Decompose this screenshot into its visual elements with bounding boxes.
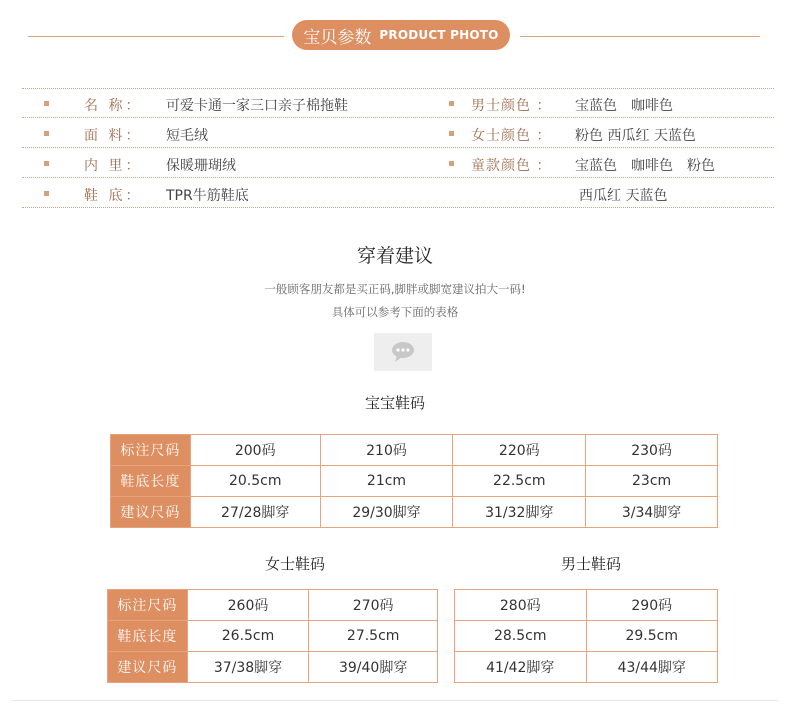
table-cell: 31/32脚穿 — [453, 497, 586, 528]
bullet-icon — [44, 191, 49, 196]
param-value-sole: TPR牛筋鞋底 — [166, 188, 249, 204]
table-cell: 210码 — [320, 435, 453, 466]
table-cell: 21cm — [320, 466, 453, 497]
table-cell: 200码 — [190, 435, 320, 466]
bullet-icon — [449, 161, 454, 166]
men-size-table — [454, 589, 718, 683]
table-cell: 280码 — [455, 590, 587, 621]
table-cell: 3/34脚穿 — [586, 497, 718, 528]
bottom-divider — [12, 700, 778, 701]
table-cell: 220码 — [453, 435, 586, 466]
advice-line-2: 具体可以参考下面的表格 — [331, 305, 459, 319]
table-row — [111, 466, 718, 497]
row-divider — [22, 88, 774, 89]
table-cell: 27.5cm — [309, 621, 438, 652]
table-row — [111, 497, 718, 528]
table-cell: 260码 — [187, 590, 309, 621]
table-cell: 29/30脚穿 — [320, 497, 453, 528]
table-row — [455, 590, 718, 621]
row-header: 鞋底长度 — [108, 621, 188, 652]
param-value-name: 可爱卡通一家三口亲子棉拖鞋 — [166, 98, 348, 114]
table-row — [455, 621, 718, 652]
baby-size-table — [110, 434, 718, 528]
param-value-fabric: 短毛绒 — [166, 128, 208, 144]
table-cell: 39/40脚穿 — [309, 652, 438, 683]
advice-line-1: 一般顾客朋友都是买正码,脚胖或脚宽建议拍大一码! — [264, 282, 526, 296]
bullet-icon — [44, 161, 49, 166]
header-line-left — [28, 36, 284, 37]
table-cell: 26.5cm — [187, 621, 309, 652]
women-size-table — [107, 589, 438, 683]
table-row — [108, 621, 438, 652]
param-label-lining: 内 里： — [84, 158, 143, 174]
param-value-kids-color: 宝蓝色 咖啡色 粉色 — [575, 158, 715, 174]
table-row — [111, 435, 718, 466]
table-row — [108, 590, 438, 621]
param-value-lining: 保暖珊瑚绒 — [166, 158, 236, 174]
row-divider — [22, 177, 774, 178]
param-label-kids-color: 童款颜色 ： — [471, 158, 552, 174]
bullet-icon — [449, 101, 454, 106]
table-cell: 290码 — [586, 590, 718, 621]
param-label-men-color: 男士颜色 ： — [471, 98, 552, 114]
table-cell: 230码 — [586, 435, 718, 466]
row-header: 鞋底长度 — [111, 466, 191, 497]
table-row — [455, 652, 718, 683]
bullet-icon — [44, 131, 49, 136]
bullet-icon — [449, 131, 454, 136]
table-cell: 37/38脚穿 — [187, 652, 309, 683]
param-value-men-color: 宝蓝色 咖啡色 — [575, 98, 673, 114]
row-header: 标注尺码 — [108, 590, 188, 621]
table-row — [108, 652, 438, 683]
bullet-icon — [44, 101, 49, 106]
row-divider — [22, 207, 774, 208]
table-cell: 43/44脚穿 — [586, 652, 718, 683]
param-label-name: 名 称： — [84, 98, 143, 114]
row-divider — [22, 117, 774, 118]
women-size-title: 女士鞋码 — [264, 555, 325, 573]
chat-icon — [374, 333, 432, 371]
param-value-kids-color-more: 西瓜红 天蓝色 — [579, 188, 668, 204]
section-banner — [292, 20, 510, 50]
table-cell: 28.5cm — [455, 621, 587, 652]
row-divider — [22, 147, 774, 148]
table-cell: 270码 — [309, 590, 438, 621]
table-cell: 20.5cm — [190, 466, 320, 497]
men-size-title: 男士鞋码 — [560, 555, 621, 573]
param-label-fabric: 面 料： — [84, 128, 143, 144]
row-header: 标注尺码 — [111, 435, 191, 466]
table-cell: 29.5cm — [586, 621, 718, 652]
table-cell: 23cm — [586, 466, 718, 497]
row-header: 建议尺码 — [111, 497, 191, 528]
param-label-sole: 鞋 底： — [84, 188, 143, 204]
param-value-women-color: 粉色 西瓜红 天蓝色 — [575, 128, 696, 144]
baby-size-title: 宝宝鞋码 — [364, 394, 425, 412]
table-cell: 41/42脚穿 — [455, 652, 587, 683]
banner-title-cn: 宝贝参数 — [303, 27, 372, 48]
param-label-women-color: 女士颜色 ： — [471, 128, 552, 144]
banner-title-en: PRODUCT PHOTO — [379, 28, 499, 42]
advice-title: 穿着建议 — [356, 245, 433, 267]
table-cell: 22.5cm — [453, 466, 586, 497]
header-line-right — [520, 36, 760, 37]
table-cell: 27/28脚穿 — [190, 497, 320, 528]
row-header: 建议尺码 — [108, 652, 188, 683]
